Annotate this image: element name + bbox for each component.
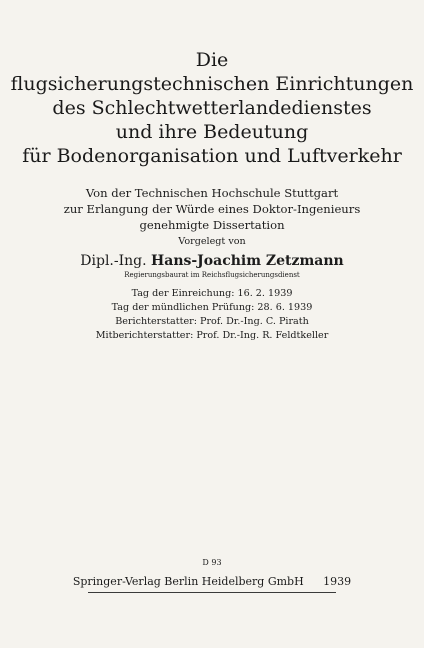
author-role: Regierungsbaurat im Reichsflugsicherungsdienst bbox=[124, 271, 300, 279]
subtitle-line-1: Von der Technischen Hochschule Stuttgart bbox=[85, 186, 339, 200]
co-referee: Mitberichterstatter: Prof. Dr.-Ing. R. Feldtkeller bbox=[95, 330, 329, 341]
subtitle-line-2: zur Erlangung der Würde eines Doktor-Ingenieurs bbox=[63, 202, 361, 216]
publication-year: 1939 bbox=[323, 575, 352, 588]
title-line-4: und ihre Bedeutung bbox=[115, 121, 309, 143]
publisher-rule bbox=[88, 592, 336, 593]
dissertation-code: D 93 bbox=[202, 558, 222, 567]
oral-exam-date: Tag der mündlichen Prüfung: 28. 6. 1939 bbox=[111, 302, 313, 313]
main-referee: Berichterstatter: Prof. Dr.-Ing. C. Pirath bbox=[115, 316, 309, 327]
submission-date: Tag der Einreichung: 16. 2. 1939 bbox=[131, 288, 293, 299]
title-line-5: für Bodenorganisation und Luftverkehr bbox=[22, 145, 402, 167]
subtitle-line-3: genehmigte Dissertation bbox=[139, 218, 285, 232]
author-degree: Dipl.-Ing. bbox=[80, 253, 147, 269]
author-line bbox=[0, 252, 424, 270]
presented-by: Vorgelegt von bbox=[178, 236, 246, 247]
publisher-name: Springer-Verlag Berlin Heidelberg GmbH bbox=[72, 575, 304, 588]
exam-dates bbox=[0, 287, 424, 315]
author-name: Hans-Joachim Zetzmann bbox=[151, 253, 344, 269]
publisher-line bbox=[0, 575, 424, 589]
referees bbox=[0, 315, 424, 343]
title-line-2: flugsicherungstechnischen Einrichtungen bbox=[10, 73, 414, 95]
dissertation-statement bbox=[0, 185, 424, 233]
title-line-1: Die bbox=[195, 49, 229, 71]
document-title bbox=[0, 48, 424, 168]
title-line-3: des Schlechtwetterlandedienstes bbox=[52, 97, 372, 119]
